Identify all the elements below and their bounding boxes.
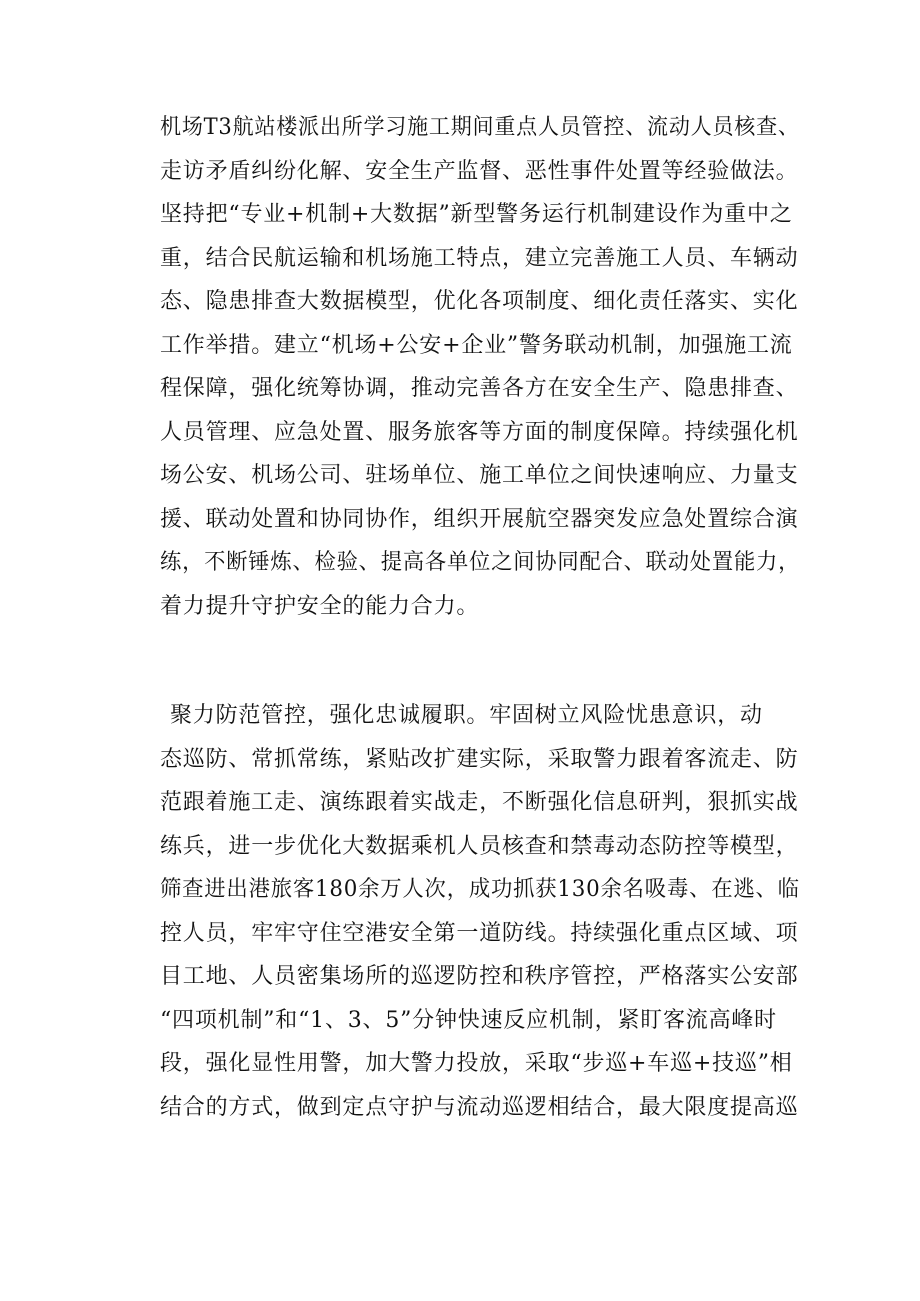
paragraph-line: 援、联动处置和协同协作，组织开展航空器突发应急处置综合演 [160, 506, 799, 532]
paragraph-line: 走访矛盾纠纷化解、安全生产监督、恶性事件处置等经验做法。 [160, 158, 799, 184]
paragraph-line: “四项机制”和“1、3、5”分钟快速反应机制，紧盯客流高峰时 [160, 1007, 777, 1033]
paragraph-line: 人员管理、应急处置、服务旅客等方面的制度保障。持续强化机 [160, 419, 799, 445]
paragraph-line: 筛查进出港旅客180余万人次，成功抓获130余名吸毒、在逃、临 [160, 877, 800, 902]
paragraph-line: 聚力防范管控，强化忠诚履职。牢固树立风险忧患意识，动 [170, 703, 763, 728]
paragraph-line: 练，不断锤炼、检验、提高各单位之间协同配合、联动处置能力， [160, 550, 801, 575]
paragraph-line: 程保障，强化统筹协调，推动完善各方在安全生产、隐患排查、 [160, 376, 799, 401]
paragraph-line: 工作举措。建立“机场+公安+企业”警务联动机制，加强施工流 [160, 332, 793, 358]
paragraph-line: 着力提升守护安全的能力合力。 [160, 593, 480, 619]
paragraph-line: 态巡防、常抓常练，紧贴改扩建实际，采取警力跟着客流走、防 [160, 746, 799, 772]
paragraph-line: 机场T3航站楼派出所学习施工期间重点人员管控、流动人员核查、 [160, 115, 800, 140]
paragraph-line: 控人员，牢牢守住空港安全第一道防线。持续强化重点区域、项 [160, 920, 799, 946]
paragraph-2 [160, 694, 800, 1129]
paragraph-line: 态、隐患排查大数据模型，优化各项制度、细化责任落实、实化 [160, 289, 799, 314]
paragraph-line: 段，强化显性用警，加大警力投放，采取“步巡+车巡+技巡”相 [160, 1051, 793, 1076]
paragraph-line: 结合的方式，做到定点守护与流动巡逻相结合，最大限度提高巡 [160, 1094, 799, 1120]
paragraph-line: 练兵，进一步优化大数据乘机人员核查和禁毒动态防控等模型， [160, 833, 799, 859]
paragraph-line: 场公安、机场公司、驻场单位、施工单位之间快速响应、力量支 [160, 463, 799, 488]
paragraph-line: 坚持把“专业+机制+大数据”新型警务运行机制建设作为重中之 [160, 202, 793, 227]
paragraph-line: 目工地、人员密集场所的巡逻防控和秩序管控，严格落实公安部 [160, 964, 799, 989]
paragraph-1 [160, 106, 800, 628]
paragraph-line: 范跟着施工走、演练跟着实战走，不断强化信息研判，狠抓实战 [160, 790, 799, 815]
paragraph-line: 重，结合民航运输和机场施工特点，建立完善施工人员、车辆动 [160, 245, 799, 271]
